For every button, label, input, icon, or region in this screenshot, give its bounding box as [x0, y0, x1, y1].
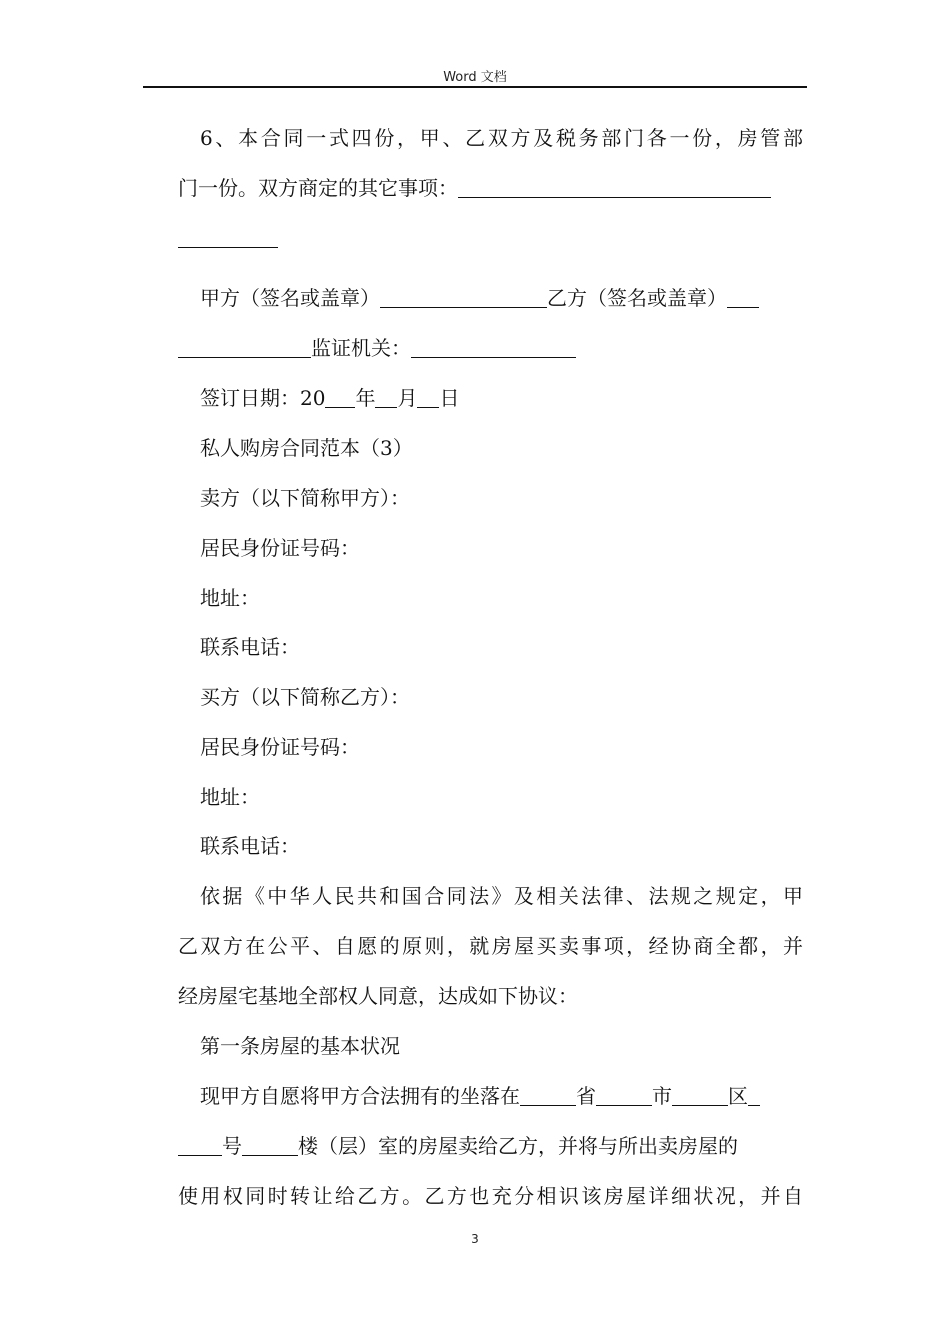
- text-line: 楼（层）室的房屋卖给乙方，并将与所出卖房屋的: [298, 1134, 738, 1158]
- number-label: 号: [222, 1134, 242, 1158]
- text-line: 现甲方自愿将甲方合法拥有的坐落在: [200, 1084, 520, 1108]
- blank-line: [727, 287, 759, 308]
- blank-line: [178, 1135, 222, 1156]
- blank-line: [380, 287, 547, 308]
- paragraph-house: [178, 1084, 825, 1108]
- text-line: 经房屋宅基地全部权人同意，达成如下协议：: [178, 984, 578, 1008]
- text-line-row: [178, 176, 803, 200]
- buyer-phone-label: 联系电话：: [200, 834, 300, 858]
- text-line-row: [178, 226, 803, 250]
- seller-label: 卖方（以下简称甲方）：: [200, 486, 410, 510]
- blank-line: [748, 1085, 760, 1106]
- text-line: 乙双方在公平、自愿的原则，就房屋买卖事项，经协商全都，并: [178, 934, 803, 958]
- blank-line: [325, 387, 355, 408]
- header-rule: [143, 86, 807, 88]
- seller-id-label: 居民身份证号码：: [200, 536, 360, 560]
- text-line-row: [178, 984, 803, 1008]
- district-label: 区: [728, 1084, 748, 1108]
- blank-line: [596, 1085, 652, 1106]
- buyer-label: 买方（以下简称乙方）：: [200, 685, 410, 709]
- blank-line: [375, 387, 397, 408]
- text-line-row: [178, 1134, 803, 1158]
- page-number: 3: [471, 1232, 479, 1246]
- blank-line: [417, 387, 439, 408]
- section-title: 私人购房合同范本（3）: [200, 436, 413, 460]
- blank-line: [411, 337, 576, 358]
- supervisor-label: 监证机关：: [311, 336, 411, 360]
- month-label: 月: [397, 386, 418, 410]
- text-line-row: [178, 934, 803, 958]
- date-label: 签订日期：20: [200, 386, 326, 410]
- party-a-signature-label: 甲方（签名或盖章）: [200, 286, 380, 310]
- text-line: 6、本合同一式四份，甲、乙双方及税务部门各一份，房管部: [200, 126, 803, 150]
- text-line: 使用权同时转让给乙方。乙方也充分相识该房屋详细状况，并自: [178, 1184, 803, 1208]
- page-header: Word 文档: [443, 70, 507, 85]
- seller-address-label: 地址：: [200, 586, 260, 610]
- buyer-address-label: 地址：: [200, 785, 260, 809]
- text-line: 门一份。双方商定的其它事项：: [178, 176, 458, 200]
- city-label: 市: [652, 1084, 672, 1108]
- year-label: 年: [355, 386, 376, 410]
- party-b-signature-label: 乙方（签名或盖章）: [547, 286, 727, 310]
- blank-line: [520, 1085, 576, 1106]
- paragraph-basis: [178, 884, 803, 908]
- day-label: 日: [439, 386, 460, 410]
- blank-line: [178, 227, 278, 248]
- blank-line: [178, 337, 311, 358]
- blank-line: [672, 1085, 728, 1106]
- buyer-id-label: 居民身份证号码：: [200, 735, 360, 759]
- blank-line: [242, 1135, 298, 1156]
- seller-phone-label: 联系电话：: [200, 635, 300, 659]
- signing-date: [200, 386, 459, 410]
- signature-row: [178, 286, 825, 310]
- signature-row: [178, 336, 803, 360]
- blank-line: [458, 177, 771, 198]
- text-line-row: [178, 1184, 803, 1208]
- article-title: 第一条房屋的基本状况: [200, 1034, 400, 1058]
- province-label: 省: [576, 1084, 596, 1108]
- paragraph-copies: [178, 126, 803, 150]
- text-line: 依据《中华人民共和国合同法》及相关法律、法规之规定，甲: [200, 884, 803, 908]
